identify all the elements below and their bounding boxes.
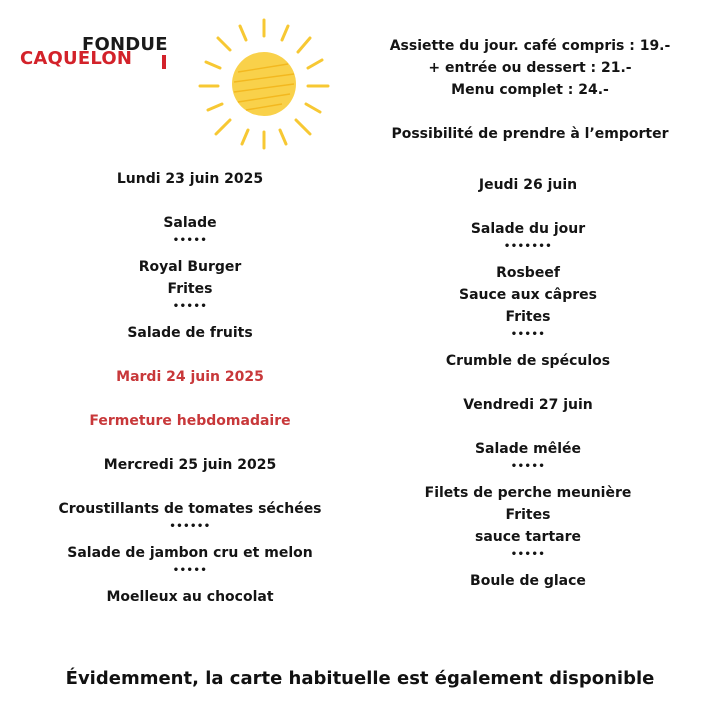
separator-dots: ••••• — [510, 461, 546, 472]
logo-word-caquelon: CAQUELON — [20, 48, 133, 69]
day-title-lundi: Lundi 23 juin 2025 — [116, 171, 264, 187]
jeudi-main: Rosbeef — [496, 265, 560, 281]
lundi-dessert: Salade de fruits — [127, 325, 253, 341]
takeaway-note: Possibilité de prendre à l’emporter — [391, 126, 669, 142]
day-title-mardi: Mardi 24 juin 2025 — [116, 369, 264, 385]
vendredi-main: Filets de perche meunière — [424, 485, 632, 501]
lundi-starter: Salade — [163, 215, 217, 231]
vendredi-dessert: Boule de glace — [470, 573, 586, 589]
restaurant-logo — [20, 28, 170, 78]
mercredi-main: Salade de jambon cru et melon — [67, 545, 313, 561]
separator-dots: ••••• — [172, 565, 208, 576]
day-title-mercredi: Mercredi 25 juin 2025 — [103, 457, 277, 473]
jeudi-dessert: Crumble de spéculos — [445, 353, 611, 369]
separator-dots: •••••• — [169, 521, 211, 532]
separator-dots: ••••• — [510, 549, 546, 560]
lundi-main: Royal Burger — [138, 259, 242, 275]
lundi-side: Frites — [167, 281, 213, 297]
separator-dots: ••••• — [510, 329, 546, 340]
jeudi-side: Frites — [505, 309, 551, 325]
price-entree-dessert: + entrée ou dessert : 21.- — [428, 60, 632, 76]
price-menu-complet: Menu complet : 24.- — [451, 82, 609, 98]
jeudi-sauce: Sauce aux câpres — [459, 287, 597, 303]
footer-note: Évidemment, la carte habituelle est également disponible — [65, 668, 655, 689]
price-assiette: Assiette du jour. café compris : 19.- — [389, 38, 671, 54]
sun-icon — [196, 16, 332, 152]
jeudi-starter: Salade du jour — [470, 221, 586, 237]
separator-dots: ••••••• — [503, 241, 553, 252]
logo-accent-bar — [162, 55, 166, 69]
vendredi-sauce: sauce tartare — [475, 529, 581, 545]
day-title-jeudi: Jeudi 26 juin — [478, 177, 578, 193]
day-title-vendredi: Vendredi 27 juin — [463, 397, 593, 413]
separator-dots: ••••• — [172, 235, 208, 246]
closure-note: Fermeture hebdomadaire — [89, 413, 291, 429]
price-block — [350, 32, 710, 152]
vendredi-starter: Salade mêlée — [474, 441, 582, 457]
mercredi-dessert: Moelleux au chocolat — [106, 589, 274, 605]
separator-dots: ••••• — [172, 301, 208, 312]
logo-word-fondue: FONDUE — [82, 34, 168, 55]
vendredi-side: Frites — [505, 507, 551, 523]
menu-left-column — [40, 160, 340, 620]
menu-right-column — [378, 160, 678, 600]
mercredi-starter: Croustillants de tomates séchées — [58, 501, 322, 517]
